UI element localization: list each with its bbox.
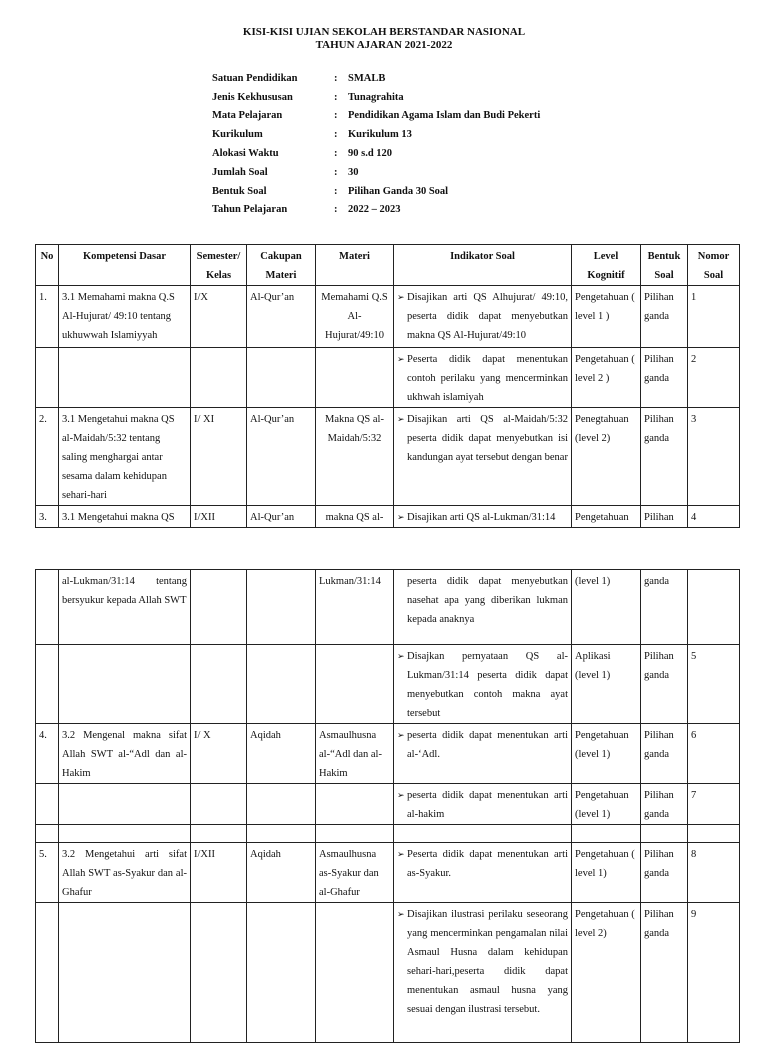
cell-cakupan (247, 645, 316, 724)
indikator-text: Disajikan ilustrasi perilaku seseorang yang mencerminkan pengamalan nilai Asmaul Husna dalam kehidupan sehari-hari,peserta didik dapat menentukan asmaul husna yang sesuai dengan ilustrasi tersebut. (407, 909, 568, 1015)
meta-colon: : (334, 166, 338, 178)
table-row-spacer (36, 825, 740, 843)
cell-level (572, 825, 641, 843)
meta-value: Pilihan Ganda 30 Soal (348, 185, 449, 197)
indikator-text: Disajikan arti QS al-Lukman/31:14 (407, 512, 556, 523)
meta-row (212, 125, 540, 144)
cell-materi (316, 825, 394, 843)
cell-nomor: 2 (688, 348, 740, 408)
cell-level: Pengetahuan (level 1) (572, 784, 641, 825)
arrow-bullet-icon: ➢ (397, 849, 405, 859)
meta-value: Kurikulum 13 (348, 129, 412, 141)
cell-indikator (394, 724, 572, 784)
meta-colon: : (334, 91, 338, 103)
cell-nomor (688, 825, 740, 843)
cell-nomor (688, 570, 740, 645)
col-header-indikator: Indikator Soal (394, 245, 572, 286)
meta-value: 90 s.d 120 (348, 148, 393, 160)
cell-no: 1. (36, 286, 59, 348)
cell-level: Pengetahuan (level 1) (572, 724, 641, 784)
cell-cakupan (247, 825, 316, 843)
meta-row (212, 182, 540, 201)
cell-materi: makna QS al- (316, 506, 394, 528)
cell-materi (316, 348, 394, 408)
cell-semester (191, 903, 247, 1043)
cell-nomor: 7 (688, 784, 740, 825)
cell-semester: I/X (191, 286, 247, 348)
document-subtitle: TAHUN AJARAN 2021-2022 (315, 39, 453, 51)
kisi-kisi-table-page2 (35, 569, 740, 1043)
cell-no (36, 903, 59, 1043)
cell-materi: Asmaulhusna al-“Adl dan al-Hakim (316, 724, 394, 784)
meta-colon: : (334, 110, 338, 122)
arrow-bullet-icon: ➢ (397, 354, 405, 364)
cell-nomor: 9 (688, 903, 740, 1043)
cell-kompetensi: 3.2 Mengetahui arti sifat Allah SWT as-Syakur dan al-Ghafur (59, 843, 191, 903)
cell-bentuk: Pilihan ganda (641, 645, 688, 724)
cell-semester (191, 645, 247, 724)
cell-indikator (394, 784, 572, 825)
cell-nomor: 4 (688, 506, 740, 528)
cell-level: (level 1) (572, 570, 641, 645)
meta-colon: : (334, 148, 338, 160)
meta-row (212, 144, 540, 163)
arrow-bullet-icon: ➢ (397, 651, 405, 661)
table-row (36, 348, 740, 408)
cell-kompetensi: 3.1 Memahami makna Q.S Al-Hujurat/ 49:10 tentang ukhuwwah Islamiyyah (59, 286, 191, 348)
cell-cakupan: Al-Qur’an (247, 506, 316, 528)
table-row (36, 784, 740, 825)
cell-nomor: 5 (688, 645, 740, 724)
cell-kompetensi (59, 645, 191, 724)
meta-colon: : (334, 72, 338, 84)
meta-label: Bentuk Soal (212, 185, 267, 197)
cell-bentuk: Pilihan ganda (641, 348, 688, 408)
table-row (36, 506, 740, 528)
indikator-text: peserta didik dapat menentukan arti al-‘Adl. (407, 730, 568, 760)
cell-no (36, 784, 59, 825)
table-row (36, 724, 740, 784)
cell-cakupan: Al-Qur’an (247, 286, 316, 348)
table-row (36, 645, 740, 724)
meta-label: Alokasi Waktu (212, 148, 279, 160)
cell-indikator (394, 348, 572, 408)
col-header-cakupan: Cakupan Materi (247, 245, 316, 286)
cell-level: Penegtahuan (level 2) (572, 408, 641, 506)
cell-kompetensi (59, 825, 191, 843)
cell-semester (191, 825, 247, 843)
table-row (36, 408, 740, 506)
cell-kompetensi (59, 903, 191, 1043)
cell-indikator (394, 408, 572, 506)
meta-row (212, 69, 540, 88)
table-row (36, 903, 740, 1043)
cell-bentuk: ganda (641, 570, 688, 645)
kisi-kisi-table-page1 (35, 244, 740, 528)
cell-kompetensi (59, 784, 191, 825)
meta-label: Jumlah Soal (212, 166, 268, 178)
cell-semester (191, 348, 247, 408)
meta-value: 30 (348, 166, 359, 178)
indikator-text: Disajikan arti QS Alhujurat/ 49:10, peserta didik dapat menyebutkan makna QS Al-Hujurat/49:10 (407, 292, 568, 341)
cell-kompetensi (59, 348, 191, 408)
cell-nomor: 6 (688, 724, 740, 784)
identity-block (212, 69, 540, 219)
meta-value: SMALB (348, 72, 386, 84)
cell-bentuk: Pilihan ganda (641, 724, 688, 784)
cell-level: Pengetahuan ( level 2 ) (572, 348, 641, 408)
cell-bentuk: Pilihan ganda (641, 843, 688, 903)
document-title: KISI-KISI UJIAN SEKOLAH BERSTANDAR NASIONAL (242, 26, 526, 38)
cell-indikator (394, 645, 572, 724)
cell-no (36, 825, 59, 843)
cell-bentuk: Pilihan ganda (641, 784, 688, 825)
cell-semester: I/ X (191, 724, 247, 784)
cell-no (36, 348, 59, 408)
cell-materi: Asmaulhusna as-Syakur dan al-Ghafur (316, 843, 394, 903)
meta-colon: : (334, 204, 338, 216)
col-header-kompetensi: Kompetensi Dasar (59, 245, 191, 286)
meta-colon: : (334, 129, 338, 141)
cell-cakupan: Aqidah (247, 843, 316, 903)
arrow-bullet-icon: ➢ (397, 512, 405, 522)
cell-level: Aplikasi (level 1) (572, 645, 641, 724)
arrow-bullet-icon: ➢ (397, 790, 405, 800)
cell-indikator (394, 825, 572, 843)
indikator-text: Peserta didik dapat menentukan contoh perilaku yang mencerminkan ukhwah islamiyah (407, 354, 568, 403)
cell-no: 4. (36, 724, 59, 784)
cell-semester: I/XII (191, 843, 247, 903)
cell-semester (191, 570, 247, 645)
cell-bentuk: Pilihan ganda (641, 408, 688, 506)
meta-colon: : (334, 185, 338, 197)
cell-materi: Makna QS al-Maidah/5:32 (316, 408, 394, 506)
indikator-text: peserta didik dapat menyebutkan nasehat apa yang diberikan lukman kepada anaknya (407, 576, 568, 625)
cell-cakupan (247, 903, 316, 1043)
arrow-bullet-icon: ➢ (397, 414, 405, 424)
cell-bentuk: Pilihan ganda (641, 286, 688, 348)
cell-semester (191, 784, 247, 825)
cell-materi (316, 784, 394, 825)
meta-row (212, 88, 540, 107)
cell-semester: I/ XI (191, 408, 247, 506)
cell-materi: Memahami Q.S Al-Hujurat/49:10 (316, 286, 394, 348)
col-header-no: No (36, 245, 59, 286)
meta-label: Kurikulum (212, 129, 263, 141)
cell-semester: I/XII (191, 506, 247, 528)
indikator-text: Disajkan pernyataan QS al-Lukman/31:14 peserta didik dapat menyebutkan contoh makna ayat tersebut (407, 651, 568, 719)
cell-indikator (394, 506, 572, 528)
meta-label: Tahun Pelajaran (212, 204, 288, 216)
col-header-level: Level Kognitif (572, 245, 641, 286)
meta-value: Pendidikan Agama Islam dan Budi Pekerti (348, 110, 541, 122)
cell-materi (316, 645, 394, 724)
col-header-bentuk: Bentuk Soal (641, 245, 688, 286)
cell-cakupan (247, 570, 316, 645)
meta-label: Jenis Kekhususan (212, 91, 293, 103)
cell-bentuk: Pilihan (641, 506, 688, 528)
meta-label: Satuan Pendidikan (212, 72, 298, 84)
cell-cakupan: Al-Qur’an (247, 408, 316, 506)
table-header-row (36, 245, 740, 286)
cell-materi: Lukman/31:14 (316, 570, 394, 645)
meta-row (212, 163, 540, 182)
cell-no (36, 645, 59, 724)
meta-row (212, 201, 540, 220)
table-row (36, 570, 740, 645)
indikator-text: peserta didik dapat menentukan arti al-hakim (407, 790, 568, 820)
cell-indikator (394, 570, 572, 645)
cell-cakupan (247, 348, 316, 408)
cell-kompetensi: al-Lukman/31:14 tentang bersyukur kepada Allah SWT (59, 570, 191, 645)
cell-kompetensi: 3.1 Mengetahui makna QS al-Maidah/5:32 tentang saling menghargai antar sesama dalam kehidupan sehari-hari (59, 408, 191, 506)
meta-value: Tunagrahita (348, 91, 404, 103)
meta-value: 2022 – 2023 (348, 204, 401, 216)
cell-level: Pengetahuan ( level 2) (572, 903, 641, 1043)
cell-indikator (394, 286, 572, 348)
col-header-nomor: Nomor Soal (688, 245, 740, 286)
cell-no: 5. (36, 843, 59, 903)
arrow-bullet-icon: ➢ (397, 909, 405, 919)
table-row (36, 286, 740, 348)
cell-cakupan (247, 784, 316, 825)
cell-nomor: 1 (688, 286, 740, 348)
meta-label: Mata Pelajaran (212, 110, 283, 122)
indikator-text: Peserta didik dapat menentukan arti as-Syakur. (407, 849, 568, 879)
cell-materi (316, 903, 394, 1043)
cell-kompetensi: 3.2 Mengenal makna sifat Allah SWT al-“Adl dan al-Hakim (59, 724, 191, 784)
cell-nomor: 3 (688, 408, 740, 506)
cell-indikator (394, 843, 572, 903)
cell-level: Pengetahuan ( level 1 ) (572, 286, 641, 348)
cell-nomor: 8 (688, 843, 740, 903)
cell-level: Pengetahuan ( level 1) (572, 843, 641, 903)
cell-indikator (394, 903, 572, 1043)
cell-cakupan: Aqidah (247, 724, 316, 784)
cell-no: 3. (36, 506, 59, 528)
cell-kompetensi: 3.1 Mengetahui makna QS (59, 506, 191, 528)
cell-bentuk (641, 825, 688, 843)
arrow-bullet-icon: ➢ (397, 730, 405, 740)
table-row (36, 843, 740, 903)
indikator-text: Disajikan arti QS al-Maidah/5:32 peserta didik dapat menyebutkan isi kandungan ayat tersebut dengan benar (407, 414, 568, 463)
cell-no (36, 570, 59, 645)
arrow-bullet-icon: ➢ (397, 292, 405, 302)
col-header-materi: Materi (316, 245, 394, 286)
meta-row (212, 107, 540, 126)
cell-bentuk: Pilihan ganda (641, 903, 688, 1043)
col-header-semester: Semester/ Kelas (191, 245, 247, 286)
cell-no: 2. (36, 408, 59, 506)
cell-level: Pengetahuan (572, 506, 641, 528)
